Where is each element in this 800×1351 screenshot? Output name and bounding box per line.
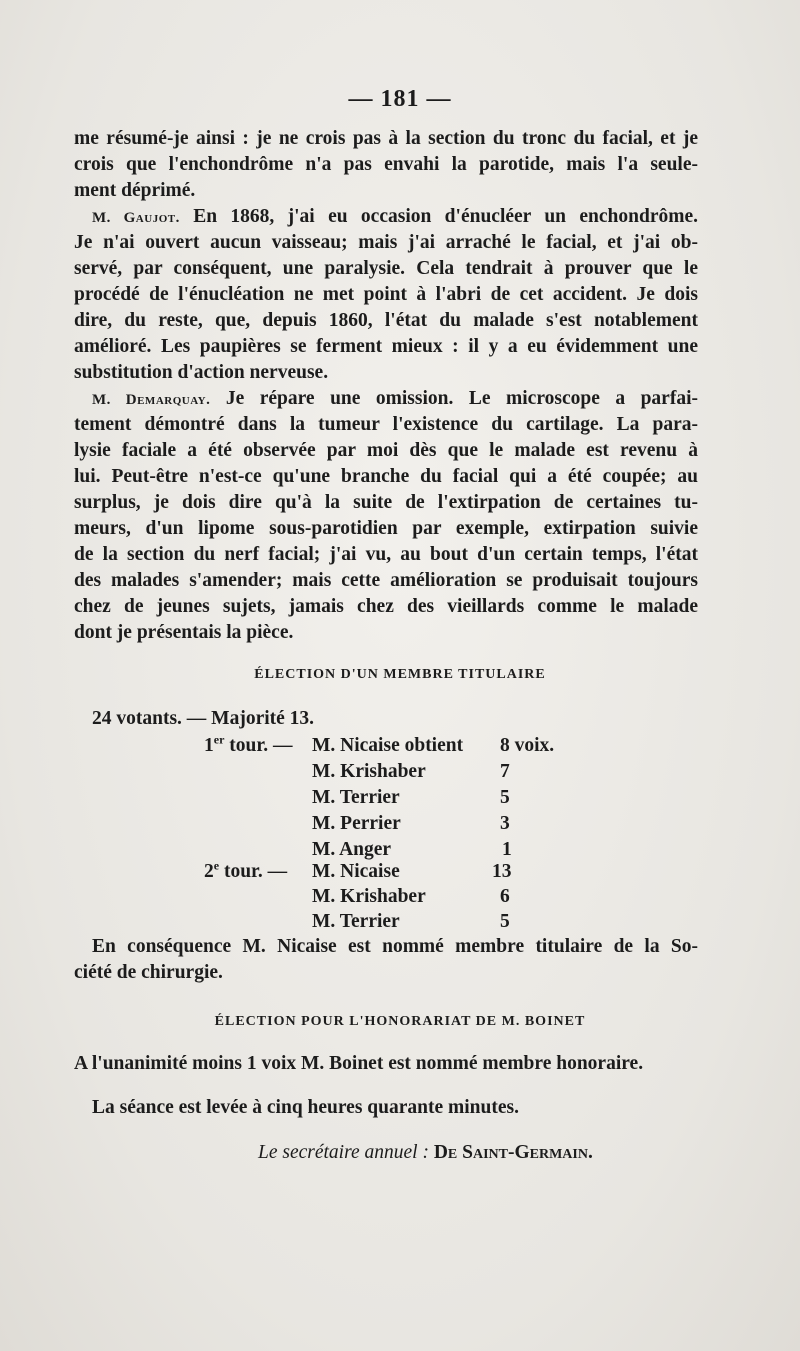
text-line xyxy=(74,386,698,412)
signature-name: De Saint-Germain. xyxy=(428,1142,593,1163)
text-line: lui. Peut-être n'est-ce qu'une branche du facial qui a été coupée; au xyxy=(74,466,698,487)
tour-text: tour. — xyxy=(219,861,288,882)
signature-role: Le secrétaire annuel : xyxy=(258,1142,429,1163)
candidate-votes: 7 xyxy=(500,761,510,782)
tour-suffix: e xyxy=(213,858,220,873)
candidate-name: M. Krishaber xyxy=(312,886,426,907)
text-line: lysie faciale a été observée par moi dès que le malade est revenu à xyxy=(74,440,698,461)
text-line: En conséquence M. Nicaise est nommé membre titulaire de la So- xyxy=(92,936,698,957)
text-line: servé, par conséquent, une paralysie. Cela tendrait à prouver que le xyxy=(74,258,698,279)
candidate-votes: 1 xyxy=(502,839,512,860)
text-line: ment déprimé. xyxy=(74,180,196,201)
paragraph-gaujot xyxy=(74,204,698,386)
text-line: des malades s'amender; mais cette amélioration se produisait toujours xyxy=(74,570,698,591)
text-line: ciété de chirurgie. xyxy=(74,962,223,983)
speaker-name: M. Demarquay. xyxy=(92,392,211,408)
text-line: de la section du nerf facial; j'ai vu, au bout d'un certain temps, l'état xyxy=(74,544,698,565)
text-fragment: En 1868, j'ai eu occasion d'énucléer un enchondrôme. xyxy=(179,206,698,227)
candidate-name: M. Nicaise xyxy=(312,861,400,882)
candidate-name: M. Terrier xyxy=(312,787,400,808)
candidate-name: M. Anger xyxy=(312,839,392,860)
candidate-votes: 6 xyxy=(500,886,510,907)
tour-number: 1 xyxy=(204,735,214,756)
signature xyxy=(258,1142,593,1164)
candidate-name: M. Nicaise obtient xyxy=(312,735,464,756)
election-heading-titulaire: ÉLECTION D'UN MEMBRE TITULAIRE xyxy=(254,667,546,682)
speaker-name: M. Gaujot. xyxy=(92,210,180,226)
candidate-votes: 13 xyxy=(492,861,512,882)
candidate-name: M. Krishaber xyxy=(312,761,426,782)
election-heading-honorariat: ÉLECTION POUR L'HONORARIAT DE M. BOINET xyxy=(214,1014,586,1029)
candidate-name: M. Perrier xyxy=(312,813,401,834)
tour-number: 2 xyxy=(204,861,214,882)
text-line: amélioré. Les paupières se ferment mieux : il y a eu évidemment une xyxy=(74,336,698,357)
text-line: crois que l'enchondrôme n'a pas envahi la parotide, mais l'a seule- xyxy=(74,154,698,175)
text-line: surplus, je dois dire qu'à la suite de l'extirpation de certaines tu- xyxy=(74,492,698,513)
text-line: Je n'ai ouvert aucun vaisseau; mais j'ai arraché le facial, et j'ai ob- xyxy=(74,232,698,253)
paragraph-demarquay xyxy=(74,386,698,646)
text-line: chez de jeunes sujets, jamais chez des vieillards comme le malade xyxy=(74,596,698,617)
text-line: tement démontré dans la tumeur l'existence du cartilage. La para- xyxy=(74,414,698,435)
closing-line: La séance est levée à cinq heures quarante minutes. xyxy=(92,1097,519,1118)
tour-text: tour. — xyxy=(224,735,293,756)
text-line: dont je présentais la pièce. xyxy=(74,622,294,643)
text-line: me résumé-je ainsi : je ne crois pas à la section du tronc du facial, et je xyxy=(74,128,698,149)
candidate-votes: 5 xyxy=(500,787,510,808)
tour-2-label xyxy=(204,858,288,883)
tour-1-label xyxy=(204,732,293,757)
tour-suffix: er xyxy=(213,732,225,747)
candidate-name: M. Terrier xyxy=(312,911,400,932)
text-fragment: Je répare une omission. Le microscope a parfai- xyxy=(210,388,698,409)
text-line: substitution d'action nerveuse. xyxy=(74,362,329,383)
text-line xyxy=(74,204,698,230)
candidate-votes: 3 xyxy=(500,813,510,834)
page-number: — 181 — xyxy=(348,86,452,112)
candidate-votes: 8 voix. xyxy=(500,735,555,756)
text-line: procédé de l'énucléation ne met point à l'abri de cet accident. Je dois xyxy=(74,284,698,305)
body-text xyxy=(74,126,698,646)
honorariat-result: A l'unanimité moins 1 voix M. Boinet est nommé membre honoraire. xyxy=(74,1053,644,1074)
votants-line: 24 votants. — Majorité 13. xyxy=(92,708,315,729)
text-line: meurs, d'un lipome sous-parotidien par exemple, extirpation suivie xyxy=(74,518,698,539)
paragraph-1 xyxy=(74,126,698,204)
election-conclusion xyxy=(74,934,698,986)
text-line: dire, du reste, que, depuis 1860, l'état du malade s'est notablement xyxy=(74,310,698,331)
candidate-votes: 5 xyxy=(500,911,510,932)
